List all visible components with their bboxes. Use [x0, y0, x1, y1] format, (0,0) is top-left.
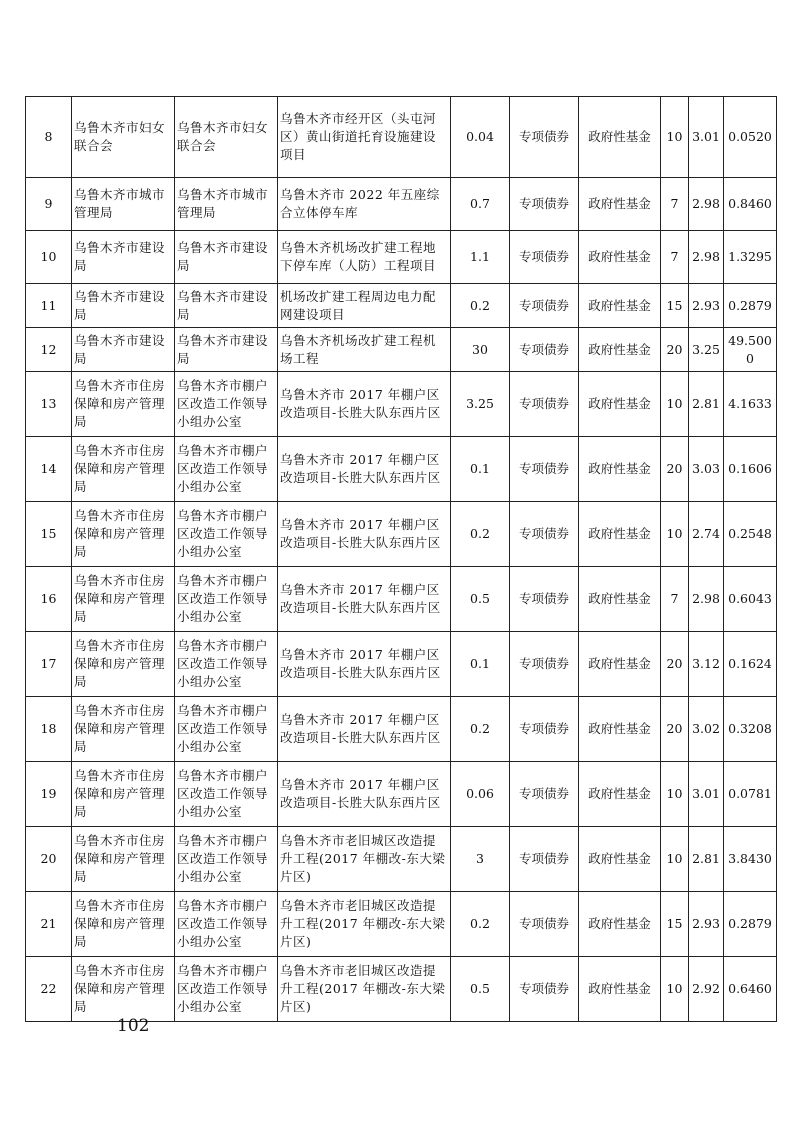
unit-cell: 乌鲁木齐市棚户区改造工作领导小组办公室 — [175, 372, 278, 437]
project-name-cell: 乌鲁木齐市老旧城区改造提升工程(2017 年棚改-东大梁片区) — [278, 957, 451, 1022]
table-row — [26, 502, 777, 567]
fund-source-cell: 政府性基金 — [579, 284, 661, 328]
amount-cell: 0.2 — [451, 892, 510, 957]
rate-cell: 2.93 — [689, 892, 724, 957]
table-row — [26, 328, 777, 372]
unit-cell: 乌鲁木齐市棚户区改造工作领导小组办公室 — [175, 827, 278, 892]
row-index: 18 — [26, 697, 72, 762]
amount-cell: 0.2 — [451, 502, 510, 567]
interest-cell: 49.5000 — [724, 328, 777, 372]
bond-type-cell: 专项债券 — [510, 97, 579, 178]
table-row — [26, 957, 777, 1022]
project-name-cell: 乌鲁木齐市老旧城区改造提升工程(2017 年棚改-东大梁片区) — [278, 892, 451, 957]
department-cell: 乌鲁木齐市建设局 — [72, 328, 175, 372]
rate-cell: 2.92 — [689, 957, 724, 1022]
fund-source-cell: 政府性基金 — [579, 892, 661, 957]
term-cell: 10 — [661, 762, 689, 827]
unit-cell: 乌鲁木齐市妇女联合会 — [175, 97, 278, 178]
amount-cell: 1.1 — [451, 231, 510, 284]
table-row — [26, 632, 777, 697]
interest-cell: 0.0781 — [724, 762, 777, 827]
bond-type-cell: 专项债券 — [510, 567, 579, 632]
term-cell: 15 — [661, 892, 689, 957]
table-row — [26, 567, 777, 632]
bond-type-cell: 专项债券 — [510, 762, 579, 827]
bond-type-cell: 专项债券 — [510, 697, 579, 762]
row-index: 10 — [26, 231, 72, 284]
bond-type-cell: 专项债券 — [510, 178, 579, 231]
department-cell: 乌鲁木齐市住房保障和房产管理局 — [72, 567, 175, 632]
rate-cell: 2.81 — [689, 372, 724, 437]
term-cell: 7 — [661, 231, 689, 284]
row-index: 21 — [26, 892, 72, 957]
row-index: 14 — [26, 437, 72, 502]
department-cell: 乌鲁木齐市城市管理局 — [72, 178, 175, 231]
unit-cell: 乌鲁木齐市棚户区改造工作领导小组办公室 — [175, 957, 278, 1022]
interest-cell: 0.3208 — [724, 697, 777, 762]
unit-cell: 乌鲁木齐市棚户区改造工作领导小组办公室 — [175, 762, 278, 827]
department-cell: 乌鲁木齐市住房保障和房产管理局 — [72, 892, 175, 957]
department-cell: 乌鲁木齐市住房保障和房产管理局 — [72, 502, 175, 567]
table-row — [26, 827, 777, 892]
interest-cell: 0.1624 — [724, 632, 777, 697]
rate-cell: 3.12 — [689, 632, 724, 697]
rate-cell: 3.01 — [689, 762, 724, 827]
term-cell: 10 — [661, 957, 689, 1022]
project-name-cell: 乌鲁木齐市 2017 年棚户区改造项目-长胜大队东西片区 — [278, 502, 451, 567]
bond-type-cell: 专项债券 — [510, 502, 579, 567]
unit-cell: 乌鲁木齐市建设局 — [175, 284, 278, 328]
amount-cell: 0.04 — [451, 97, 510, 178]
bond-table — [25, 96, 777, 1022]
rate-cell: 3.01 — [689, 97, 724, 178]
fund-source-cell: 政府性基金 — [579, 827, 661, 892]
term-cell: 7 — [661, 178, 689, 231]
bond-type-cell: 专项债券 — [510, 827, 579, 892]
term-cell: 10 — [661, 827, 689, 892]
row-index: 13 — [26, 372, 72, 437]
unit-cell: 乌鲁木齐市棚户区改造工作领导小组办公室 — [175, 502, 278, 567]
unit-cell: 乌鲁木齐市棚户区改造工作领导小组办公室 — [175, 892, 278, 957]
rate-cell: 2.81 — [689, 827, 724, 892]
table-row — [26, 437, 777, 502]
interest-cell: 3.8430 — [724, 827, 777, 892]
unit-cell: 乌鲁木齐市棚户区改造工作领导小组办公室 — [175, 632, 278, 697]
project-name-cell: 乌鲁木齐机场改扩建工程地下停车库（人防）工程项目 — [278, 231, 451, 284]
row-index: 20 — [26, 827, 72, 892]
unit-cell: 乌鲁木齐市建设局 — [175, 328, 278, 372]
project-name-cell: 乌鲁木齐市 2017 年棚户区改造项目-长胜大队东西片区 — [278, 762, 451, 827]
table-row — [26, 284, 777, 328]
fund-source-cell: 政府性基金 — [579, 567, 661, 632]
unit-cell: 乌鲁木齐市建设局 — [175, 231, 278, 284]
project-name-cell: 乌鲁木齐市 2017 年棚户区改造项目-长胜大队东西片区 — [278, 697, 451, 762]
amount-cell: 3.25 — [451, 372, 510, 437]
rate-cell: 2.98 — [689, 231, 724, 284]
project-name-cell: 乌鲁木齐市老旧城区改造提升工程(2017 年棚改-东大梁片区) — [278, 827, 451, 892]
department-cell: 乌鲁木齐市住房保障和房产管理局 — [72, 957, 175, 1022]
bond-type-cell: 专项债券 — [510, 892, 579, 957]
amount-cell: 3 — [451, 827, 510, 892]
amount-cell: 0.06 — [451, 762, 510, 827]
project-name-cell: 乌鲁木齐市 2017 年棚户区改造项目-长胜大队东西片区 — [278, 632, 451, 697]
term-cell: 10 — [661, 372, 689, 437]
interest-cell: 4.1633 — [724, 372, 777, 437]
project-name-cell: 乌鲁木齐市 2017 年棚户区改造项目-长胜大队东西片区 — [278, 437, 451, 502]
amount-cell: 0.1 — [451, 632, 510, 697]
amount-cell: 0.2 — [451, 284, 510, 328]
page-number: 102 — [117, 1016, 150, 1036]
bond-type-cell: 专项债券 — [510, 328, 579, 372]
department-cell: 乌鲁木齐市住房保障和房产管理局 — [72, 437, 175, 502]
bond-type-cell: 专项债券 — [510, 231, 579, 284]
fund-source-cell: 政府性基金 — [579, 632, 661, 697]
table-row — [26, 97, 777, 178]
interest-cell: 0.2548 — [724, 502, 777, 567]
table-row — [26, 892, 777, 957]
interest-cell: 0.0520 — [724, 97, 777, 178]
department-cell: 乌鲁木齐市妇女联合会 — [72, 97, 175, 178]
table-row — [26, 231, 777, 284]
amount-cell: 0.5 — [451, 567, 510, 632]
row-index: 17 — [26, 632, 72, 697]
bond-type-cell: 专项债券 — [510, 957, 579, 1022]
interest-cell: 0.2879 — [724, 892, 777, 957]
row-index: 16 — [26, 567, 72, 632]
amount-cell: 0.2 — [451, 697, 510, 762]
interest-cell: 0.8460 — [724, 178, 777, 231]
project-name-cell: 乌鲁木齐市 2022 年五座综合立体停车库 — [278, 178, 451, 231]
interest-cell: 0.6043 — [724, 567, 777, 632]
department-cell: 乌鲁木齐市住房保障和房产管理局 — [72, 372, 175, 437]
fund-source-cell: 政府性基金 — [579, 178, 661, 231]
fund-source-cell: 政府性基金 — [579, 502, 661, 567]
amount-cell: 0.7 — [451, 178, 510, 231]
fund-source-cell: 政府性基金 — [579, 697, 661, 762]
rate-cell: 3.03 — [689, 437, 724, 502]
row-index: 11 — [26, 284, 72, 328]
rate-cell: 2.98 — [689, 178, 724, 231]
fund-source-cell: 政府性基金 — [579, 97, 661, 178]
rate-cell: 2.93 — [689, 284, 724, 328]
rate-cell: 2.74 — [689, 502, 724, 567]
project-name-cell: 乌鲁木齐机场改扩建工程机场工程 — [278, 328, 451, 372]
table-row — [26, 762, 777, 827]
department-cell: 乌鲁木齐市住房保障和房产管理局 — [72, 827, 175, 892]
term-cell: 10 — [661, 502, 689, 567]
table-row — [26, 372, 777, 437]
department-cell: 乌鲁木齐市住房保障和房产管理局 — [72, 762, 175, 827]
department-cell: 乌鲁木齐市住房保障和房产管理局 — [72, 697, 175, 762]
bond-type-cell: 专项债券 — [510, 284, 579, 328]
term-cell: 20 — [661, 697, 689, 762]
bond-type-cell: 专项债券 — [510, 372, 579, 437]
fund-source-cell: 政府性基金 — [579, 957, 661, 1022]
amount-cell: 0.5 — [451, 957, 510, 1022]
interest-cell: 1.3295 — [724, 231, 777, 284]
table-row — [26, 697, 777, 762]
fund-source-cell: 政府性基金 — [579, 231, 661, 284]
table-body — [26, 97, 777, 1022]
project-name-cell: 乌鲁木齐市经开区（头屯河区）黄山街道托育设施建设项目 — [278, 97, 451, 178]
term-cell: 15 — [661, 284, 689, 328]
department-cell: 乌鲁木齐市住房保障和房产管理局 — [72, 632, 175, 697]
fund-source-cell: 政府性基金 — [579, 372, 661, 437]
rate-cell: 2.98 — [689, 567, 724, 632]
term-cell: 7 — [661, 567, 689, 632]
term-cell: 20 — [661, 437, 689, 502]
bond-type-cell: 专项债券 — [510, 632, 579, 697]
unit-cell: 乌鲁木齐市城市管理局 — [175, 178, 278, 231]
row-index: 8 — [26, 97, 72, 178]
row-index: 19 — [26, 762, 72, 827]
fund-source-cell: 政府性基金 — [579, 762, 661, 827]
rate-cell: 3.02 — [689, 697, 724, 762]
unit-cell: 乌鲁木齐市棚户区改造工作领导小组办公室 — [175, 437, 278, 502]
unit-cell: 乌鲁木齐市棚户区改造工作领导小组办公室 — [175, 697, 278, 762]
row-index: 12 — [26, 328, 72, 372]
fund-source-cell: 政府性基金 — [579, 437, 661, 502]
row-index: 15 — [26, 502, 72, 567]
interest-cell: 0.1606 — [724, 437, 777, 502]
department-cell: 乌鲁木齐市建设局 — [72, 231, 175, 284]
table-row — [26, 178, 777, 231]
term-cell: 20 — [661, 328, 689, 372]
interest-cell: 0.2879 — [724, 284, 777, 328]
project-name-cell: 机场改扩建工程周边电力配网建设项目 — [278, 284, 451, 328]
rate-cell: 3.25 — [689, 328, 724, 372]
fund-source-cell: 政府性基金 — [579, 328, 661, 372]
interest-cell: 0.6460 — [724, 957, 777, 1022]
amount-cell: 0.1 — [451, 437, 510, 502]
row-index: 22 — [26, 957, 72, 1022]
project-name-cell: 乌鲁木齐市 2017 年棚户区改造项目-长胜大队东西片区 — [278, 372, 451, 437]
unit-cell: 乌鲁木齐市棚户区改造工作领导小组办公室 — [175, 567, 278, 632]
project-name-cell: 乌鲁木齐市 2017 年棚户区改造项目-长胜大队东西片区 — [278, 567, 451, 632]
amount-cell: 30 — [451, 328, 510, 372]
row-index: 9 — [26, 178, 72, 231]
department-cell: 乌鲁木齐市建设局 — [72, 284, 175, 328]
term-cell: 10 — [661, 97, 689, 178]
term-cell: 20 — [661, 632, 689, 697]
bond-type-cell: 专项债券 — [510, 437, 579, 502]
